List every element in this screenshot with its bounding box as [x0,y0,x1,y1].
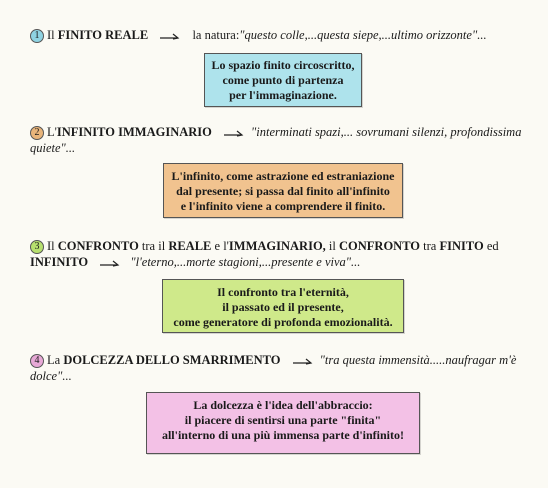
item-2-box-line-2: dal presente; si passa dal finito all'infinito [176,184,390,198]
item-2-box-line-1: L'infinito, come astrazione ed estraniazione [171,169,395,183]
item-4-box-line-2: il piacere di sentirsi una parte "finita" [184,413,382,427]
item-3-box-line-3: come generatore di profonda emozionalità. [173,315,393,329]
item-1-title: FINITO REALE [57,28,149,42]
item-1-box [204,53,362,107]
item-3-quote: "l'eterno,...morte stagioni,...presente e viva"... [130,255,361,269]
item-3-text-5: e l' [211,239,229,253]
item-3-text-2: CONFRONTO [57,239,139,253]
item-3-text-10: FINITO [439,239,484,253]
item-3-text-6: IMMAGINARIO, [228,239,326,253]
item-2-box-line-3: e l'infinito viene a comprendere il finito. [180,199,386,213]
item-3-text-9: tra [420,239,440,253]
item-4-quote-line-1: "tra questa immensità.....naufragar m'è [319,353,517,367]
item-3-box-line-1: Il confronto tra l'eternità, [217,285,349,299]
item-3-text-11: ed [483,239,499,253]
number-badge-1: 1 [30,29,44,43]
item-4-prefix: La [47,353,64,367]
item-1-box-line-1: Lo spazio finito circoscritto, [211,58,355,72]
item-1-heading [30,27,530,43]
number-badge-2: 2 [30,126,44,140]
item-4-heading [30,352,530,384]
arrow-right-icon [159,30,181,40]
item-4-box-line-1: La dolcezza è l'idea dell'abbraccio: [193,398,373,412]
item-1-box-line-3: per l'immaginazione. [229,88,337,102]
item-4-quote-line-2: dolce"... [30,369,72,383]
number-badge-3: 3 [30,240,44,254]
arrow-right-icon [99,257,121,267]
item-3-text-8: CONFRONTO [339,239,421,253]
item-1-box-line-2: come punto di partenza [222,73,344,87]
item-3-text-4: REALE [168,239,212,253]
item-1-quote: "questo colle,...questa siepe,...ultimo orizzonte"... [239,28,487,42]
item-2-title: INFINITO IMMAGINARIO [56,125,212,139]
item-2-quote-line-1: "interminati spazi,... sovrumani silenzi, profondissima [251,125,522,139]
item-3-box [162,279,404,333]
item-3-text-7: il [325,239,339,253]
item-3-text-1: Il [47,239,58,253]
item-4-box-line-3: all'interno di una più immensa parte d'infinito! [161,428,405,442]
item-3-box-line-2: il passato ed il presente, [222,300,344,314]
item-2-heading [30,124,530,156]
item-3-heading [30,238,530,270]
item-1-prefix: Il [47,28,58,42]
item-4-title: DOLCEZZA DELLO SMARRIMENTO [63,353,281,367]
item-4-box [146,392,420,454]
item-2-box [163,163,403,218]
item-2-quote-line-2: quiete"... [30,141,76,155]
arrow-right-icon [223,127,245,137]
arrow-right-icon [292,355,314,365]
item-1-label: la natura: [192,28,240,42]
number-badge-4: 4 [30,354,44,368]
item-2-prefix: L' [47,125,57,139]
item-3-text-12: INFINITO [30,255,89,269]
item-3-text-3: tra il [138,239,169,253]
